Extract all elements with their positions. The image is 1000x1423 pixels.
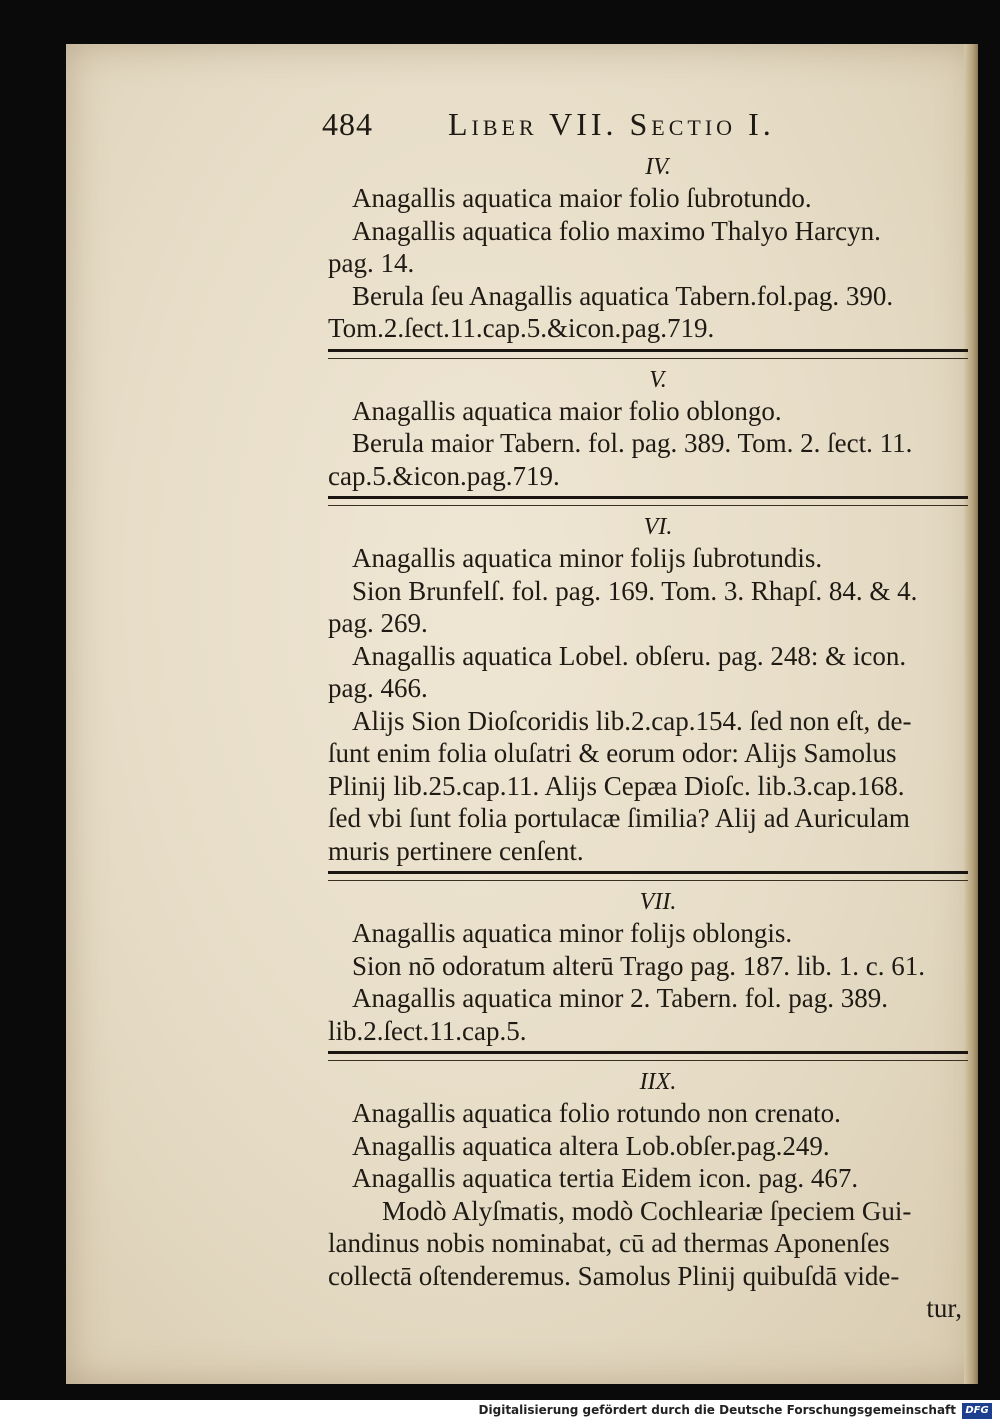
text-line: Berula maior Tabern. fol. pag. 389. Tom. 2. ſect. 11. — [352, 428, 913, 458]
text-line: pag. 269. — [328, 608, 428, 638]
text-line: pag. 466. — [328, 673, 428, 703]
text-line: Anagallis aquatica folio rotundo non crenato. — [352, 1098, 841, 1128]
text-line: lib.2.ſect.11.cap.5. — [328, 1015, 527, 1046]
catchword: tur, — [926, 1293, 962, 1323]
entry-heading: VI. — [643, 514, 673, 540]
text-line: muris pertinere cenſent. — [328, 835, 584, 866]
text-line: Sion Brunfelſ. fol. pag. 169. Tom. 3. Rhapſ. 84. & 4. — [352, 575, 918, 606]
sections — [328, 152, 968, 1325]
text-line: Sion nō odoratum alterū Trago pag. 187. lib. 1. c. 61. — [352, 950, 925, 981]
entry-heading: IIX. — [639, 1069, 677, 1095]
footer-bar — [0, 1400, 1000, 1423]
entry-heading: VII. — [639, 889, 677, 915]
entry-heading: IV. — [645, 154, 671, 180]
text-line: Anagallis aquatica altera Lob.obſer.pag.249. — [352, 1130, 830, 1161]
dfg-logo: DFG — [962, 1403, 992, 1419]
text-line: Anagallis aquatica Lobel. obſeru. pag. 248: & icon. — [352, 640, 907, 671]
section-rule — [328, 349, 968, 359]
text-line: Anagallis aquatica folio maximo Thalyo Harcyn. — [352, 215, 881, 246]
section-rule — [328, 496, 968, 506]
text-line: ſed vbi ſunt folia portulacæ ſimilia? Alij ad Auriculam — [328, 803, 910, 833]
entry-2 — [328, 365, 968, 493]
entry-heading: V. — [649, 366, 667, 393]
text-line: pag. 14. — [328, 248, 415, 278]
section-rule — [328, 1051, 968, 1061]
running-title: Liber VII. Sectio I. — [448, 106, 775, 142]
text-line: Modò Alyſmatis, modò Cochleariæ ſpeciem Gui- — [382, 1195, 912, 1226]
book-page — [66, 44, 978, 1384]
text-block — [322, 106, 968, 1325]
section-rule — [328, 871, 968, 881]
text-line: Alijs Sion Dioſcoridis lib.2.cap.154. ſed non eſt, de- — [352, 705, 912, 736]
text-line: cap.5.&icon.pag.719. — [328, 460, 560, 491]
entry-4 — [328, 887, 968, 1047]
text-line: Anagallis aquatica maior folio oblongo. — [352, 395, 782, 426]
text-line: collectā oſtenderemus. Samolus Plinij quibuſdā vide- — [328, 1260, 900, 1291]
text-line: Anagallis aquatica minor 2. Tabern. fol. pag. 389. — [352, 983, 888, 1013]
entry-1 — [328, 152, 968, 345]
entry-5 — [328, 1067, 968, 1325]
text-line: Anagallis aquatica minor folijs oblongis. — [352, 918, 793, 948]
text-line: Anagallis aquatica tertia Eidem icon. pag. 467. — [352, 1163, 859, 1193]
text-line: Berula ſeu Anagallis aquatica Tabern.fol.pag. 390. — [352, 280, 894, 311]
text-line: landinus nobis nominabat, cū ad thermas Aponenſes — [328, 1228, 890, 1258]
entry-3 — [328, 512, 968, 867]
page-number: 484 — [322, 106, 373, 142]
footer-credit: Digitalisierung gefördert durch die Deutsche Forschungsgemeinschaft — [478, 1403, 956, 1417]
text-line: Tom.2.ſect.11.cap.5.&icon.pag.719. — [328, 313, 715, 343]
text-line: Anagallis aquatica minor folijs ſubrotundis. — [352, 543, 823, 573]
text-line: Plinij lib.25.cap.11. Alijs Cepæa Dioſc. lib.3.cap.168. — [328, 770, 905, 801]
text-line: ſunt enim folia oluſatri & eorum odor: Alijs Samolus — [328, 738, 897, 768]
running-head — [322, 106, 968, 152]
text-line: Anagallis aquatica maior folio ſubrotundo. — [352, 183, 812, 213]
